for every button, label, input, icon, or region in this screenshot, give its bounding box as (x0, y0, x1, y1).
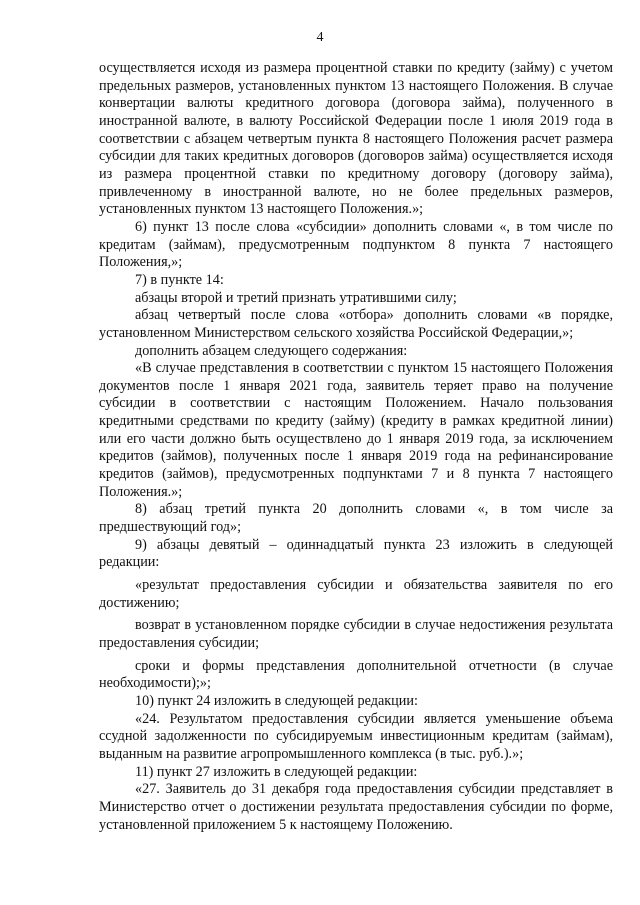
paragraph-item-7: 7) в пункте 14: (135, 271, 224, 288)
paragraph-item-9: 9) абзацы девятый – одиннадцатый пункта 23 изложить в следующей редакции: (99, 536, 613, 571)
paragraph-item-6: 6) пункт 13 после слова «субсидии» дополнить словами «, в том числе по кредитам (займам), предусмотренным подпунктом 8 пункта 7 настоящего Положения,»; (99, 218, 613, 271)
paragraph-item-7-b: абзац четвертый после слова «отбора» дополнить словами «в порядке, установленном Министерством сельского хозяйства Российской Федерации,»; (99, 307, 613, 341)
paragraph-item-10: 10) пункт 24 изложить в следующей редакции: (135, 692, 418, 709)
paragraph-item-9-a: «результат предоставления субсидии и обязательства заявителя по его достижению; (99, 577, 613, 611)
paragraph-item-9-c: сроки и формы представления дополнительной отчетности (в случае необходимости);»; (99, 657, 613, 692)
paragraph-clause-27: «27. Заявитель до 31 декабря года предоставления субсидии представляет в Министерство отчет о достижении результата предоставления субсидии по форме, установленной приложением 5 к настоящему Положению. (99, 781, 613, 833)
paragraph-item-7-a: абзацы второй и третий признать утратившими силу; (135, 289, 457, 306)
paragraph-continuation: осуществляется исходя из размера процентной ставки по кредиту (займу) с учетом предельных размеров, установленных пунктом 13 настоящего Положения. В случае конвертации валюты кредитного договора (договора займа), полученного в иностранной валюте, в валюту Российской Федерации после 1 июля 2019 года в соответствии с абзацем четвертым пункта 8 настоящего Положения расчет размера субсидии для таких кредитных договоров (договоров займа) осуществляется исходя из размера процентной ставки по кредитному договору (договору займа), привлеченному в иностранной валюте, но не более предельных размеров, установленных пунктом 13 настоящего Положения.»; (99, 60, 613, 218)
paragraph-item-9-b: возврат в установленном порядке субсидии в случае недостижения результата предоставления субсидии; (99, 617, 613, 651)
page-number: 4 (316, 30, 324, 45)
document-body (99, 60, 613, 834)
paragraph-item-11: 11) пункт 27 изложить в следующей редакции: (135, 763, 418, 780)
paragraph-clause-24: «24. Результатом предоставления субсидии является уменьшение объема ссудной задолженности по субсидируемым инвестиционным кредитам (займам), выданным на развитие агропромышленного комплекса (в тыс. руб.).»; (99, 710, 613, 762)
paragraph-item-8: 8) абзац третий пункта 20 дополнить словами «, в том числе за предшествующий год»; (99, 501, 613, 536)
paragraph-quote-clause-14: «В случае представления в соответствии с пунктом 15 настоящего Положения документов после 1 января 2021 года, заявитель теряет право на получение субсидии в соответствии с настоящим Положением. Начало пользования кредитными средствами по кредиту (займу) (кредиту в рамках кредитной линии) или его части должно быть осуществлено до 1 января 2019 года, за исключением кредитов (займов), полученных после 1 января 2019 года на рефинансирование кредитов (займов), предусмотренных подпунктами 7 и 8 пункта 7 настоящего Положения.»; (99, 360, 613, 500)
paragraph-item-7-c: дополнить абзацем следующего содержания: (135, 342, 408, 359)
